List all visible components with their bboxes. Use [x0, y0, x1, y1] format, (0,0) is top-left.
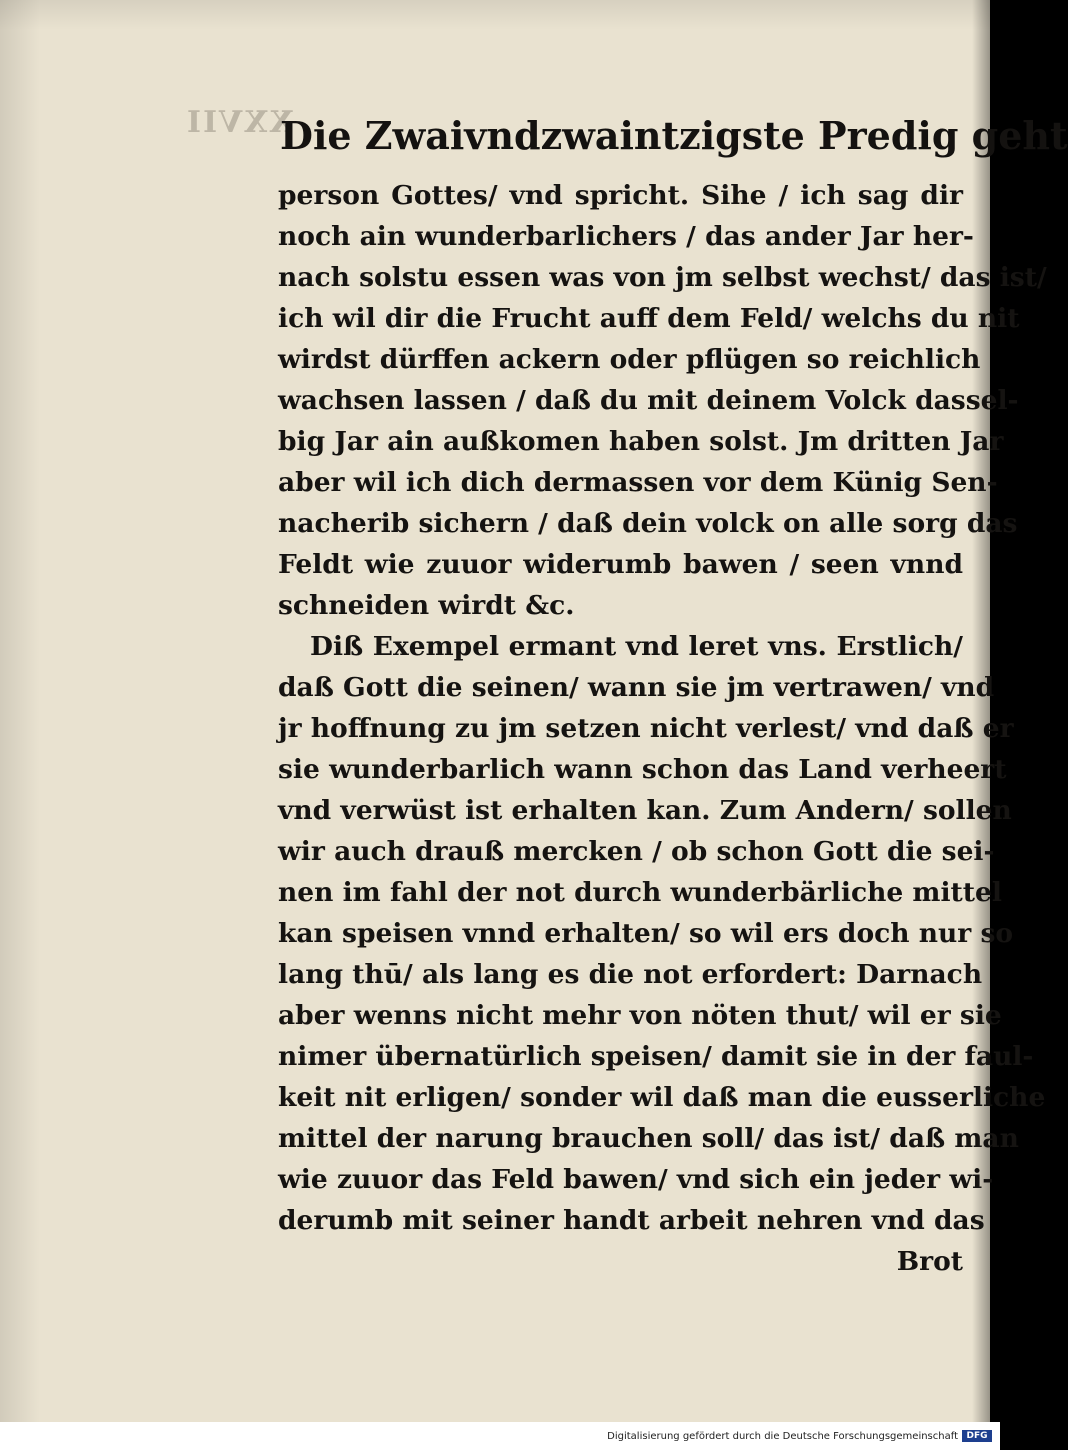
digitization-credit: Digitalisierung gefördert durch die Deutsche Forschungsgemeinschaft — [607, 1431, 958, 1442]
text-line: keit nit erligen/ sonder wil daß man die eusserliche — [278, 1082, 1046, 1113]
text-line: wachsen lassen / daß du mit deinem Volck dassel- — [278, 385, 1019, 416]
bleed-through-page-number: XXVII — [185, 105, 293, 140]
text-line: nacherib sichern / daß dein volck on alle sorg das — [278, 508, 1018, 539]
text-line: lang thū/ als lang es die not erfordert: Darnach — [278, 959, 983, 990]
text-line: wir auch drauß mercken / ob schon Gott die sei- — [278, 836, 995, 867]
text-line: noch ain wunderbarlichers / das ander Jar her- — [278, 221, 974, 252]
text-line: jr hoffnung zu jm setzen nicht verlest/ vnd daß er — [278, 713, 1014, 744]
text-line: ich wil dir die Frucht auff dem Feld/ welchs du nit — [278, 303, 1020, 334]
text-line: Feldt wie zuuor widerumb bawen / seen vnnd — [278, 549, 963, 580]
catchword: Brot — [896, 1246, 963, 1277]
text-line: Diß Exempel ermant vnd leret vns. Erstlich/ — [310, 631, 963, 662]
text-line: sie wunderbarlich wann schon das Land verheert — [278, 754, 1007, 785]
text-line: wirdst dürffen ackern oder pflügen so reichlich — [278, 344, 981, 375]
running-head: Die Zwaivndzwaintzigste Predig geht — [280, 113, 1068, 158]
text-line: derumb mit seiner handt arbeit nehren vnd das — [278, 1205, 985, 1236]
text-line: aber wil ich dich dermassen vor dem Künig Sen- — [278, 467, 998, 498]
text-line: daß Gott die seinen/ wann sie jm vertrawen/ vnd — [278, 672, 995, 703]
text-line: nen im fahl der not durch wunderbärliche mittel — [278, 877, 1002, 908]
text-line: schneiden wirdt &c. — [278, 590, 575, 621]
text-line: big Jar ain außkomen haben solst. Jm dritten Jar — [278, 426, 1004, 457]
text-line: mittel der narung brauchen soll/ das ist/ daß man — [278, 1123, 1019, 1154]
text-line: vnd verwüst ist erhalten kan. Zum Andern/ sollen — [278, 795, 1012, 826]
text-line: kan speisen vnnd erhalten/ so wil ers doch nur so — [278, 918, 1014, 949]
text-line: person Gottes/ vnd spricht. Sihe / ich sag dir — [278, 180, 963, 211]
body-text — [278, 175, 1047, 1282]
text-line: wie zuuor das Feld bawen/ vnd sich ein jeder wi- — [278, 1164, 994, 1195]
text-line: aber wenns nicht mehr von nöten thut/ wil er sie — [278, 1000, 1002, 1031]
text-line: nimer übernatürlich speisen/ damit sie in der faul- — [278, 1041, 1034, 1072]
text-line: nach solstu essen was von jm selbst wechst/ das ist/ — [278, 262, 1047, 293]
dfg-logo: DFG — [962, 1430, 992, 1442]
